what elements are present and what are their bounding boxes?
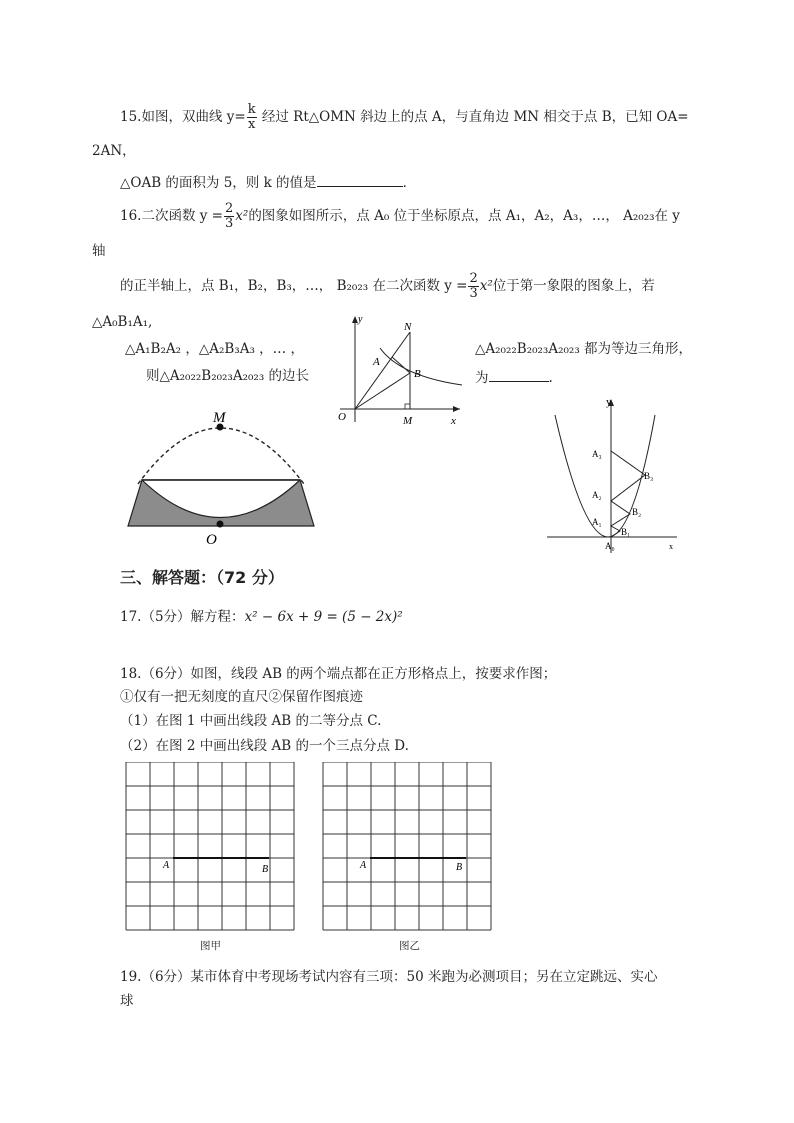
label-a: A [373, 356, 380, 368]
label-a0: A₀ [605, 541, 615, 551]
q16-line6-word: 为 [475, 370, 489, 386]
point-o [217, 521, 224, 528]
q17-line [120, 608, 403, 626]
q15-line1 [120, 103, 689, 132]
q16-line3 [120, 272, 655, 301]
arc-label-o: O [206, 532, 217, 548]
label-o: O [338, 411, 346, 423]
q15-frac-num: k [247, 102, 256, 117]
q17-lead: 17.（5分）解方程： [120, 609, 245, 625]
segment-ab [392, 357, 410, 373]
grid-1-caption: 图甲 [200, 940, 221, 952]
label-b1: B₁ [621, 527, 631, 537]
q16-x-squared: x² [235, 208, 249, 224]
q15-line3-end: ． [402, 175, 417, 191]
triangle-zigzag [611, 451, 645, 537]
q16-line1 [120, 202, 680, 231]
q16-x-squared-2: x² [479, 278, 493, 294]
parabola-curve [555, 415, 655, 537]
q17-equation: x² − 6x + 9 = (5 − 2x)² [244, 609, 403, 625]
label-b2: B₂ [632, 507, 642, 517]
label-y: y [358, 314, 363, 325]
q16-line3-text: 的正半轴上，点 B₁，B₂，B₃，…， B₂₀₂₃ 在二次函数 y = [120, 278, 468, 294]
q18-line3: （1）在图 1 中画出线段 AB 的二等分点 C. [120, 713, 382, 729]
label-n: N [404, 321, 412, 333]
grid-2-caption: 图乙 [399, 940, 420, 952]
q15-line3-text: △OAB 的面积为 5，则 k 的值是 [120, 175, 317, 191]
grid1-label-a: A [163, 860, 170, 871]
grid-2-lines [323, 762, 491, 930]
q16-frac2-den: 3 [469, 286, 478, 301]
q16-frac2-num: 2 [469, 271, 478, 286]
q18-line1: 18.（6分）如图，线段 AB 的两个端点都在正方形格点上，按要求作图； [120, 666, 557, 682]
fig-arc-shaded [120, 410, 320, 550]
grid-figure-1 [125, 762, 295, 962]
fig-parabola-triangles [545, 395, 680, 555]
q19-line1: 19.（6分）某市体育中考现场考试内容有三项：50 米跑为必测项目；另在立定跳远、实心 [120, 969, 658, 985]
dashed-arc [138, 428, 304, 484]
arc-label-m: M [213, 410, 226, 426]
segment-on [355, 332, 410, 409]
label-m: M [403, 415, 413, 427]
parabola-label-y: y [606, 396, 612, 408]
q18-line2: ①仅有一把无刻度的直尺②保留作图痕迹 [120, 689, 363, 705]
q16-frac-num: 2 [225, 201, 234, 216]
parabola-label-x: x [669, 542, 673, 551]
hyperbola-curve [380, 348, 462, 385]
label-b: B [414, 368, 421, 380]
q16-line6-end: . [548, 370, 553, 386]
q16-line5-right: △A₂₀₂₂B₂₀₂₃A₂₀₂₃ 都为等边三角形， [475, 341, 693, 357]
q16-lead: 16.二次函数 y = [120, 208, 223, 224]
x-axis-arrow [453, 406, 460, 412]
section-3-title: 三、解答题：（72 分） [120, 568, 284, 587]
label-x: x [451, 415, 456, 427]
q16-line6-right [475, 367, 553, 387]
q16-frac-den: 3 [225, 216, 234, 231]
q18-line4: （2）在图 2 中画出线段 AB 的一个三点分点 D. [120, 738, 409, 754]
q15-mid: 经过 Rt△OMN 斜边上的点 A，与直角边 MN 相交于点 B，已知 OA= [257, 109, 689, 125]
q15-line2: 2AN， [92, 143, 136, 159]
segment-ob [355, 373, 410, 409]
label-a1: A₁ [592, 517, 602, 527]
q16-line2: 轴 [92, 243, 106, 259]
q19-line2: 球 [120, 993, 134, 1009]
q16-line4: △A₀B₁A₁, [92, 314, 153, 330]
fig-triangle-omn [320, 310, 470, 430]
q16-mid: 的图象如图所示，点 A₀ 位于坐标原点，点 A₁，A₂，A₃，…， A₂₀₂₃在 y [248, 208, 680, 224]
right-angle-mark [405, 404, 410, 409]
q16-fraction-2 [468, 272, 478, 301]
q16-line5-left: △A₁B₂A₂ ，△A₂B₃A₃ ，… ， [125, 341, 304, 357]
q15-lead: 15.如图，双曲线 y= [120, 109, 246, 125]
grid1-label-b: B [262, 864, 269, 875]
q16-fraction [224, 202, 234, 231]
grid-figure-2 [322, 762, 492, 962]
q16-line3-end: 位于第一象限的图象上，若 [492, 278, 655, 294]
label-b3: B₃ [644, 471, 654, 481]
grid-1-lines [126, 762, 294, 930]
grid2-label-b: B [456, 862, 463, 873]
grid2-label-a: A [360, 860, 367, 871]
q15-line3 [120, 172, 416, 192]
label-a2: A₂ [592, 490, 602, 500]
label-a3: A₃ [592, 449, 602, 459]
q16-line6-left: 则△A₂₀₂₂B₂₀₂₃A₂₀₂₃ 的边长 [146, 368, 310, 384]
q15-fraction [247, 103, 257, 132]
q15-answer-blank[interactable] [317, 172, 403, 187]
q16-answer-blank[interactable] [489, 367, 549, 382]
q15-frac-den: x [247, 117, 256, 132]
